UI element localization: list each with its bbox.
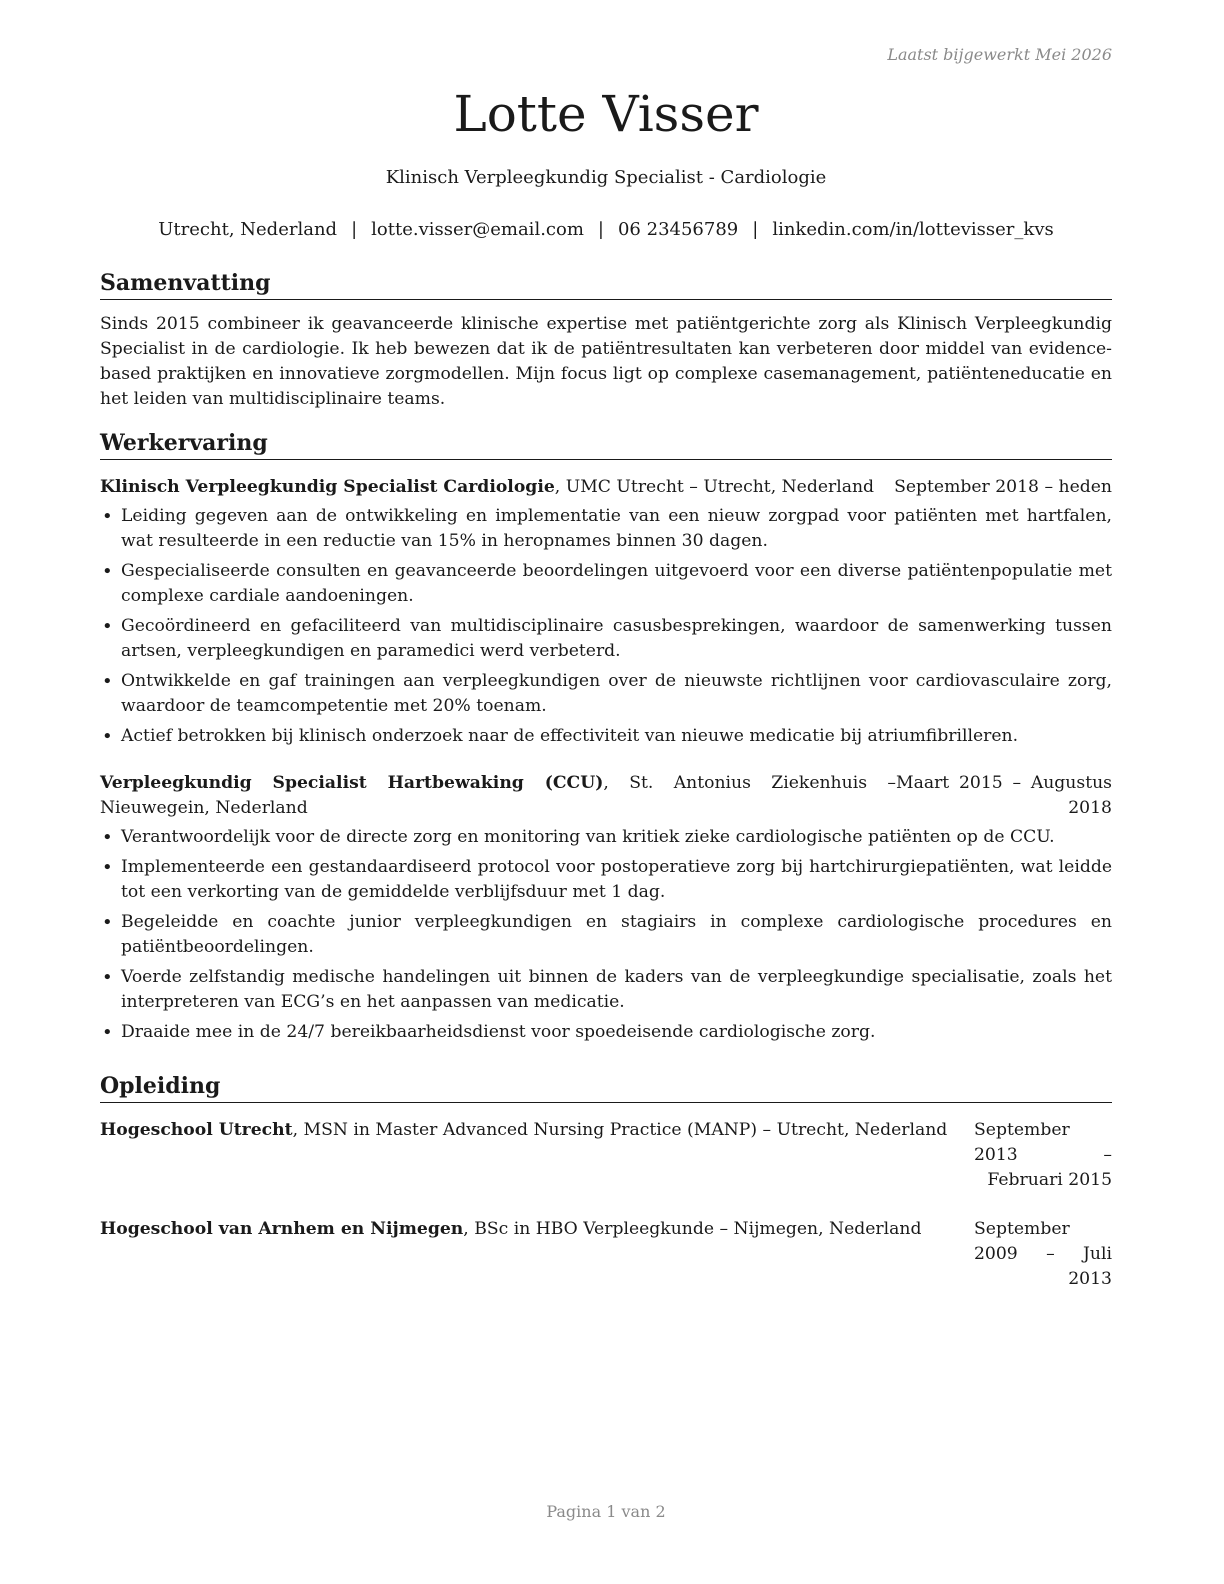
section-heading-experience: Werkervaring (100, 430, 1112, 460)
bullet-item: • Voerde zelfstandig medische handelingen uit binnen de kaders van de verpleegkundige specialisatie, zoals het interpreteren van ECG’s en het aanpassen van medicatie. (100, 965, 1112, 1015)
job-entry (100, 475, 1112, 749)
job-role: Verpleegkundig Specialist Hartbewaking (CCU) (100, 772, 604, 793)
job-org: , UMC Utrecht – Utrecht, Nederland (554, 476, 875, 497)
page-number: Pagina 1 van 2 (546, 1502, 666, 1521)
bullet-item: • Ontwikkelde en gaf trainingen aan verpleegkundigen over de nieuwste richtlijnen voor cardiovasculaire zorg, waardoor de teamcompetentie met 20% toenam. (100, 669, 1112, 719)
job-role: Klinisch Verpleegkundig Specialist Cardiologie (100, 476, 555, 497)
job-header (100, 771, 1112, 821)
summary-text: Sinds 2015 combineer ik geavanceerde klinische expertise met patiëntgerichte zorg als Klinisch Verpleegkundig Specialist in de cardiologie. Ik heb bewezen dat ik de patiëntresultaten kan verbeteren door middel van evidence-based praktijken en innovatieve zorgmodellen. Mijn focus ligt op complexe casemanagement, patiënteneducatie en het leiden van multidisciplinaire teams. (100, 313, 1112, 409)
job-bullets (100, 504, 1112, 749)
education-line (100, 1217, 974, 1242)
contact-separator: | (752, 219, 759, 240)
education-detail: , MSN in Master Advanced Nursing Practice (MANP) – Utrecht, Nederland (292, 1119, 948, 1140)
education-detail: , BSc in HBO Verpleegkunde – Nijmegen, Nederland (463, 1218, 922, 1239)
education-school: Hogeschool Utrecht (100, 1119, 293, 1140)
education-entry (100, 1118, 1112, 1193)
education-header (100, 1118, 1112, 1193)
contact-phone: 06 23456789 (617, 219, 739, 240)
contact-line (100, 219, 1112, 240)
experience-section (100, 430, 1112, 1050)
bullet-item: • Draaide mee in de 24/7 bereikbaarheidsdienst voor spoedeisende cardiologische zorg. (100, 1020, 1112, 1045)
bullet-item: • Gespecialiseerde consulten en geavanceerde beoordelingen uitgevoerd voor een diverse patiëntenpopulatie met complexe cardiale aandoeningen. (100, 559, 1112, 609)
section-heading-education: Opleiding (100, 1073, 1112, 1103)
education-line (100, 1118, 974, 1143)
last-updated: Laatst bijgewerkt Mei 2026 (887, 45, 1112, 64)
bullet-item: • Gecoördineerd en gefaciliteerd van multidisciplinaire casusbesprekingen, waardoor de samenwerking tussen artsen, verpleegkundigen en paramedici werd verbeterd. (100, 614, 1112, 664)
education-header (100, 1217, 1112, 1292)
job-header (100, 475, 1112, 500)
bullet-item: • Actief betrokken bij klinisch onderzoek naar de effectiviteit van nieuwe medicatie bij atriumfibrilleren. (100, 724, 1112, 749)
bullet-item: • Leiding gegeven aan de ontwikkeling en implementatie van een nieuw zorgpad voor patiënten met hartfalen, wat resulteerde in een reductie van 15% in heropnames binnen 30 dagen. (100, 504, 1112, 554)
job-entry (100, 771, 1112, 1045)
education-section (100, 1073, 1112, 1292)
job-dates: September 2018 – heden (894, 476, 1112, 497)
summary-section (100, 270, 1112, 412)
job-title: Klinisch Verpleegkundig Specialist - Cardiologie (385, 167, 827, 188)
person-name: Lotte Visser (453, 85, 759, 143)
contact-linkedin[interactable]: linkedin.com/in/lottevisser_kvs (772, 219, 1054, 240)
bullet-item: • Begeleidde en coachte junior verpleegkundigen en stagiairs in complexe cardiologische procedures en patiëntbeoordelingen. (100, 910, 1112, 960)
resume-page (100, 0, 1112, 1584)
bullet-item: • Implementeerde een gestandaardiseerd protocol voor postoperatieve zorg bij hartchirurgiepatiënten, wat leidde tot een verkorting van de gemiddelde verblijfsduur met 1 dag. (100, 855, 1112, 905)
job-org: , St. Antonius Ziekenhuis – Nieuwegein, Nederland (100, 772, 896, 818)
education-entry (100, 1217, 1112, 1292)
bullet-item: • Verantwoordelijk voor de directe zorg en monitoring van kritiek zieke cardiologische patiënten op de CCU. (100, 825, 1112, 850)
education-school: Hogeschool van Arnhem en Nijmegen (100, 1218, 464, 1239)
contact-location: Utrecht, Nederland (158, 219, 338, 240)
contact-separator: | (351, 219, 358, 240)
education-dates: September 2013 – Februari 2015 (974, 1119, 1112, 1190)
job-dates: Maart 2015 – Augustus 2018 (896, 772, 1112, 818)
contact-separator: | (597, 219, 604, 240)
job-role-line (100, 771, 896, 821)
education-dates: September 2009 – Juli 2013 (974, 1218, 1112, 1289)
job-role-line (100, 475, 894, 500)
contact-email[interactable]: lotte.visser@email.com (371, 219, 584, 240)
job-bullets (100, 825, 1112, 1045)
section-heading-summary: Samenvatting (100, 270, 1112, 300)
